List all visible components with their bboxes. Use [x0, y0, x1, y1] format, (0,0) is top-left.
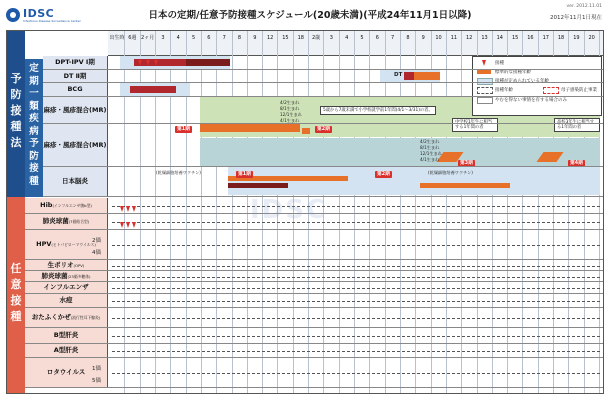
age-col-label: 4 [176, 35, 180, 41]
age-col-label: 7 [222, 35, 226, 41]
age-col-label: 18 [557, 35, 565, 41]
age-col-label: 11 [450, 35, 458, 41]
legend-item-mother: 母子感染防止事業 [561, 88, 597, 93]
jp-note1: (乾燥細胞培養ワクチン) [156, 170, 201, 175]
age-col-label: 12 [466, 35, 473, 41]
school-note2-callout: 高校3年生に相当する1年間の者 [554, 118, 600, 132]
age-col-label: 8 [406, 35, 410, 41]
routine-row-line [43, 124, 603, 167]
tag-phase4: 第4期 [570, 161, 583, 166]
birth-date-text: 4/1生まれ [280, 118, 300, 123]
birth-date-text: 4/2生まれ [420, 139, 440, 144]
version-label: ver. 2012.11.01 [566, 4, 602, 9]
age-col-label: 3 [161, 35, 165, 41]
optional-row-label: ロタウイルス [25, 358, 108, 388]
age-col-label: 6 [375, 35, 379, 41]
routine-row-line [43, 97, 603, 124]
watermark: IDSC [250, 195, 328, 225]
age-col-label: 20 [588, 35, 595, 41]
age-col-label: 6 [207, 35, 211, 41]
optional-row-label: 生ポリオ (OPV) [25, 260, 108, 271]
age-col-label: 10 [435, 35, 442, 41]
dose-arrow-icon [132, 222, 136, 228]
age-col-label: 15 [282, 35, 289, 41]
age-col-label: 5 [360, 35, 364, 41]
hpv-dose-label: 4価 [92, 250, 101, 256]
legend-item-special: やむを得ない事情を有する場合のみ [495, 98, 567, 103]
legend-item-range: 接種が定められている年齢 [495, 79, 549, 84]
optional-range-dash [112, 266, 600, 267]
birth-date-text: 4/1生まれ [420, 157, 440, 162]
dose-arrow-icon [120, 222, 124, 228]
routine-row-line [43, 83, 603, 97]
routine-subsection-bar [25, 59, 43, 197]
dt-mark: DT [394, 72, 403, 78]
age-col-label: 13 [481, 35, 488, 41]
as-of-date: 2012年11月1日現在 [550, 15, 602, 21]
age-col-label: 3 [329, 35, 333, 41]
optional-range-dash [112, 373, 600, 374]
optional-range-dash [112, 222, 600, 223]
birth-date-text: 8/1生まれ [280, 106, 300, 111]
optional-row-label: B型肝炎 [25, 328, 108, 344]
age-col-label: 9 [253, 35, 257, 41]
legend-item-dose: 接種 [495, 61, 504, 66]
age-col-label: 17 [542, 35, 549, 41]
age-col-label: 18 [297, 35, 304, 41]
tag-phase1: 第1期 [177, 127, 190, 132]
birth-date-text: 12/1生まれ [420, 151, 442, 156]
routine-row-label: DPT-IPV Ⅰ期 [43, 56, 108, 70]
page-title: 日本の定期/任意予防接種スケジュール(20歳未満)(平成24年11月1日以降) [148, 10, 472, 21]
routine-row-label: DT Ⅱ期 [43, 70, 108, 83]
optional-row-label: HPV (ヒトパピローマウイルス) [25, 230, 108, 260]
age-col-label: 12 [266, 35, 274, 41]
dose-arrow-icon [120, 206, 124, 212]
optional-range-dash [112, 277, 600, 278]
rota-dose-label: 5価 [92, 378, 101, 384]
routine-row-label: BCG [43, 83, 108, 97]
routine-row-line [43, 56, 603, 70]
dose-arrow-icon [126, 222, 130, 228]
tag-jp-phase2: 第2期 [377, 172, 390, 177]
age-col-label: 8 [237, 35, 242, 41]
age-col-label: 15 [511, 35, 519, 41]
mr-note-callout: 5歳から7歳未満で小学校就学前1年間(4/1〜3/31)の者。 [320, 106, 436, 115]
optional-range-dash [112, 318, 600, 319]
legend-item-standard: 標準的な接種年齢 [495, 70, 531, 75]
optional-row-label: 肺炎球菌 (23価多糖体) [25, 271, 108, 282]
dose-arrow-icon [132, 206, 136, 212]
age-col-label: 7 [391, 35, 395, 41]
routine-section-label: 予 防 接 種 法 [10, 72, 22, 149]
optional-row-label: Hib (インフルエンザ菌b型) [25, 198, 108, 214]
age-col-label: 14 [496, 35, 503, 41]
tag-phase2: 第2期 [317, 127, 330, 132]
age-col-label: 2歳 [311, 35, 321, 41]
tag-phase3: 第3期 [460, 161, 473, 166]
optional-range-dash [112, 245, 600, 246]
birth-date-text: 8/1生まれ [420, 145, 440, 150]
age-col-label: 出生時 [109, 35, 125, 41]
optional-range-dash [112, 288, 600, 289]
dose-arrow-icon [154, 60, 158, 66]
optional-row-label: 水痘 [25, 294, 108, 308]
age-col-label: 16 [527, 35, 534, 41]
dose-arrow-icon [138, 60, 142, 66]
dose-arrow-icon [146, 60, 150, 66]
optional-range-dash [112, 351, 600, 352]
optional-range-dash [112, 206, 600, 207]
age-col-label: 9 [421, 35, 425, 41]
optional-row-label: 肺炎球菌 (7価結合型) [25, 214, 108, 230]
routine-section-bar [7, 31, 25, 197]
age-col-label: 19 [573, 35, 580, 41]
optional-row-label: インフルエンザ [25, 282, 108, 294]
birth-date-text: 12/1生まれ [280, 112, 302, 117]
dose-arrow-icon [126, 206, 130, 212]
logo-subtitle: Infectious Disease Surveillance Center [23, 19, 81, 23]
school-note1-callout: 中学校1年生に相当する1年間の者 [452, 118, 498, 132]
optional-range-dash [112, 301, 600, 302]
idsc-logo-icon [6, 8, 20, 22]
optional-row-label: おたふくかぜ (流行性耳下腺炎) [25, 308, 108, 328]
legend-item-age: 接種年齢 [495, 88, 513, 93]
optional-range-dash [112, 336, 600, 337]
idsc-logo [6, 6, 81, 26]
routine-subsection-label: 定 期 一 類 疾 病 予 防 接 種 [29, 63, 39, 187]
hpv-dose-label: 2価 [92, 238, 101, 244]
routine-row-line [43, 167, 603, 197]
age-col-label: 6週 [128, 35, 137, 41]
optional-section-label: 任 意 接 種 [10, 262, 22, 323]
age-col-label: 5 [191, 35, 196, 41]
rota-dose-label: 1価 [92, 366, 101, 372]
routine-row-label: 日本脳炎 [43, 167, 108, 197]
routine-row-label: 麻疹・風疹混合(MR) [43, 124, 108, 167]
optional-row-label: A型肝炎 [25, 344, 108, 358]
logo-wordmark: IDSC [23, 7, 55, 20]
jp-note2: (乾燥細胞培養ワクチン) [428, 170, 473, 175]
tag-jp-phase1: 第1期 [238, 172, 251, 177]
age-col-label: 4 [345, 35, 349, 41]
routine-row-line [43, 70, 603, 83]
routine-row-label: 麻疹・風疹混合(MR) [43, 97, 108, 124]
optional-section-bar [7, 197, 25, 393]
birth-date-text: 4/2生まれ [280, 100, 300, 105]
age-col-label: 2ヶ月 [141, 35, 155, 41]
